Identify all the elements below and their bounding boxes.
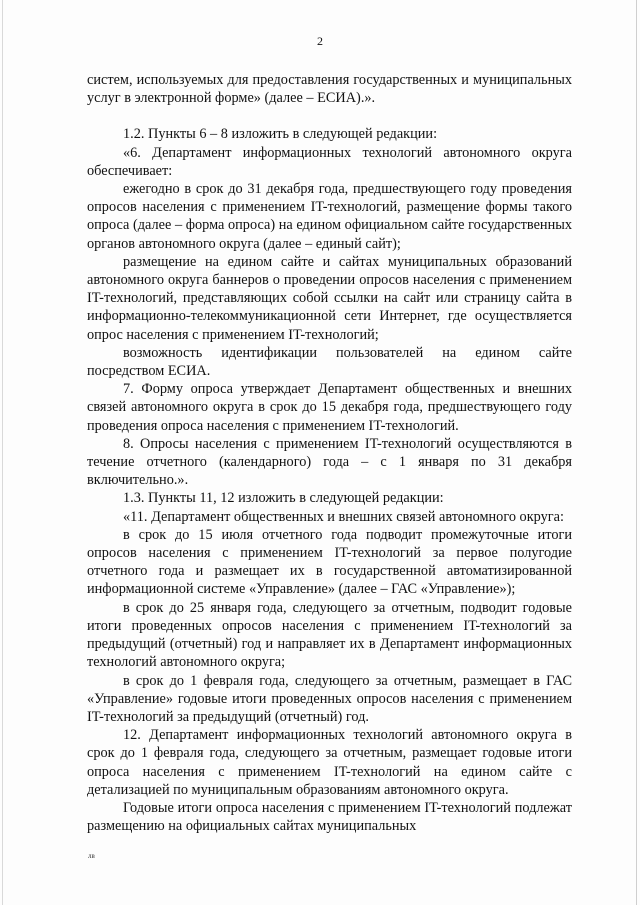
paragraph-point-12: 12. Департамент информационных технологий автономного округа в срок до 1 февраля года, следующего за отчетным, размещает годовые итоги опроса населения с применением IT-технологий на едином сайте с детализацией по муниципальным образованиям автономного округа. <box>87 727 572 798</box>
scan-edge-left <box>2 0 3 905</box>
paragraph-annual-results: Годовые итоги опроса населения с применением IT-технологий подлежат размещению на официальных сайтах муниципальных <box>87 799 572 835</box>
paragraph-point-11: «11. Департамент общественных и внешних связей автономного округа: <box>123 508 564 525</box>
paragraph-point-11-item-1: в срок до 15 июля отчетного года подводит промежуточные итоги опросов населения с применением IT-технологий за первое полугодие отчетного года и размещает их в государственной автоматизированной информационной системе «Управление» (далее – ГАС «Управление»); <box>87 526 572 598</box>
footer-mark: лв <box>88 852 95 860</box>
paragraph-point-8: 8. Опросы населения с применением IT-технологий осуществляются в течение отчетного (календарного) года – с 1 января по 31 декабря включительно.». <box>87 435 572 489</box>
document-body <box>87 71 572 835</box>
paragraph-point-6-item-3: возможность идентификации пользователей на едином сайте посредством ЕСИА. <box>87 344 572 380</box>
paragraph-point-11-item-3: в срок до 1 февраля года, следующего за отчетным, размещает в ГАС «Управление» годовые итоги проведенных опросов населения с применением IT-технологий за предыдущий (отчетный) год. <box>87 672 572 725</box>
page-number: 2 <box>317 34 323 48</box>
paragraph-continuation: систем, используемых для предоставления государственных и муниципальных услуг в электронной форме» (далее – ЕСИА).». <box>87 72 572 107</box>
scan-edge-right <box>636 0 637 905</box>
paragraph-item-1-2: 1.2. Пункты 6 – 8 изложить в следующей редакции: <box>123 126 438 143</box>
paragraph-point-11-item-2: в срок до 25 января года, следующего за отчетным, подводит годовые итоги проведенных опросов населения с применением IT-технологий за предыдущий (отчетный) год и направляет их в Департамент информационных технологий автономного округа; <box>87 599 572 671</box>
paragraph-point-7: 7. Форму опроса утверждает Департамент общественных и внешних связей автономного округа в срок до 15 декабря года, предшествующего году проведения опроса населения с применением IT-технологий. <box>87 381 572 434</box>
paragraph-point-6: «6. Департамент информационных технологий автономного округа обеспечивает: <box>87 144 572 179</box>
paragraph-point-6-item-1: ежегодно в срок до 31 декабря года, предшествующего году проведения опросов населения с применением IT-технологий, размещение формы такого опроса (далее – форма опроса) на едином официальном сайте государственных органов автономного округа (далее – единый сайт); <box>87 181 572 252</box>
paragraph-point-6-item-2: размещение на едином сайте и сайтах муниципальных образований автономного округа баннеров о проведении опросов населения с применением IT-технологий, представляющих собой ссылки на сайт или страницу сайта в информационно-телекоммуникационной сети Интернет, где осуществляется опрос населения с применением IT-технологий; <box>87 253 572 343</box>
paragraph-item-1-3: 1.3. Пункты 11, 12 изложить в следующей редакции: <box>123 490 444 507</box>
